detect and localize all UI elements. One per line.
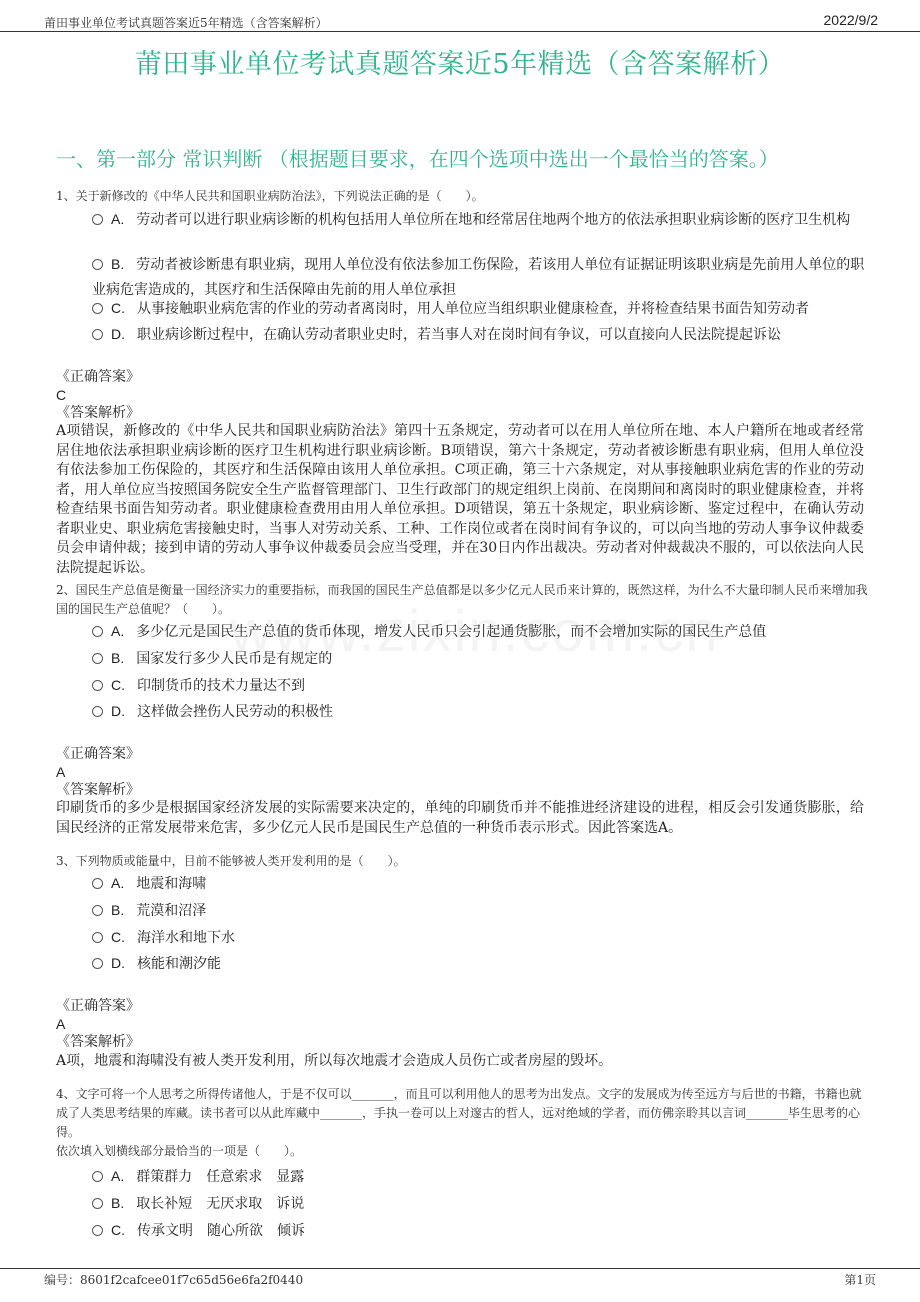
radio-icon[interactable]: [92, 1171, 103, 1182]
question-1-answer: C: [56, 387, 67, 403]
question-3-answer: A: [56, 1016, 66, 1032]
option-letter: D.: [111, 703, 125, 719]
question-3-analysis: A项，地震和海啸没有被人类开发利用，所以每次地震才会造成人员伤亡或者房屋的毁坏。: [56, 1053, 613, 1069]
radio-icon[interactable]: [92, 214, 103, 225]
question-1-option-a[interactable]: [92, 207, 867, 233]
question-2-analysis: 印刷货币的多少是根据国家经济发展的实际需要来决定的，单纯的印刷货币并不能推进经济建设的进程，相反会引发通货膨胀，给国民经济的正常发展带来危害，多少亿元人民币是国民生产总值的一种货币表示形式。因此答案选A。: [56, 800, 864, 836]
radio-icon[interactable]: [92, 653, 103, 664]
radio-icon[interactable]: [92, 1198, 103, 1209]
option-letter: A.: [111, 211, 125, 227]
correct-answer-label: 《正确答案》: [56, 746, 140, 762]
radio-icon[interactable]: [92, 680, 103, 691]
option-text: 劳动者被诊断患有职业病，现用人单位没有依法参加工伤保险，若该用人单位有证据证明该职业病是先前用人单位的职业病危害造成的，其医疗和生活保障由先前的用人单位承担: [92, 257, 865, 298]
option-text: 核能和潮汐能: [137, 956, 221, 972]
option-text: 群策群力 任意索求 显露: [136, 1169, 305, 1185]
question-3-option-b[interactable]: [92, 898, 867, 924]
question-4-option-c[interactable]: [92, 1218, 867, 1244]
radio-icon[interactable]: [92, 303, 103, 314]
option-letter: C.: [111, 300, 125, 316]
option-text: 取长补短 无厌求取 诉说: [136, 1196, 305, 1212]
option-letter: D.: [111, 326, 125, 342]
analysis-label: 《答案解析》: [56, 405, 140, 421]
option-text: 国家发行多少人民币是有规定的: [136, 651, 333, 667]
question-1-option-d[interactable]: [92, 322, 867, 348]
option-letter: A.: [111, 623, 125, 639]
footer-doc-id: 编号：8601f2cafcee01f7c65d56e6fa2f0440: [44, 1273, 304, 1287]
option-letter: B.: [111, 256, 125, 272]
footer-page-number: 第1页: [844, 1273, 876, 1287]
analysis-label: 《答案解析》: [56, 782, 140, 798]
option-letter: B.: [111, 902, 125, 918]
option-text: 海洋水和地下水: [137, 930, 235, 946]
option-letter: C.: [111, 1222, 125, 1238]
radio-icon[interactable]: [92, 329, 103, 340]
question-4-instruction: 依次填入划横线部分最恰当的一项是（ ）。: [56, 1144, 303, 1158]
question-2-option-c[interactable]: [92, 673, 867, 699]
question-4-stem: 4、文字可将一个人思考之所得传诸他人，于是不仅可以_______，而且可以利用他人的思考为出发点。文字的发展成为传至远方与后世的书籍，书籍也就成了人类思考结果的库藏。读书者可以从此库藏中_______，手执一卷可以上对邃古的哲人，远对绝域的学者，而仿佛亲聆其以言词_______毕生思考的心得。: [56, 1087, 862, 1139]
question-2-answer: A: [56, 764, 66, 780]
option-letter: B.: [111, 1195, 125, 1211]
radio-icon[interactable]: [92, 932, 103, 943]
radio-icon[interactable]: [92, 1225, 103, 1236]
question-2-option-b[interactable]: [92, 646, 867, 672]
option-text: 从事接触职业病危害的作业的劳动者离岗时，用人单位应当组织职业健康检查，并将检查结果书面告知劳动者: [137, 301, 809, 317]
radio-icon[interactable]: [92, 878, 103, 889]
radio-icon[interactable]: [92, 905, 103, 916]
header-date: 2022/9/2: [823, 12, 878, 28]
question-3-option-a[interactable]: [92, 871, 867, 897]
analysis-label: 《答案解析》: [56, 1034, 140, 1050]
option-text: 劳动者可以进行职业病诊断的机构包括用人单位所在地和经常居住地两个地方的依法承担职业病诊断的医疗卫生机构: [136, 212, 851, 228]
section-title: 一、第一部分 常识判断 （根据题目要求，在四个选项中选出一个最恰当的答案。）: [56, 147, 779, 171]
question-3-option-d[interactable]: [92, 951, 867, 977]
option-letter: A.: [111, 1168, 125, 1184]
option-letter: D.: [111, 955, 125, 971]
radio-icon[interactable]: [92, 626, 103, 637]
option-text: 地震和海啸: [136, 876, 207, 892]
option-text: 荒漠和沼泽: [136, 903, 207, 919]
footer-divider: [0, 1268, 920, 1269]
option-text: 多少亿元是国民生产总值的货币体现，增发人民币只会引起通货膨胀，而不会增加实际的国民生产总值: [136, 624, 767, 640]
option-text: 传承文明 随心所欲 倾诉: [137, 1223, 305, 1239]
option-letter: B.: [111, 650, 125, 666]
question-3-option-c[interactable]: [92, 925, 867, 951]
radio-icon[interactable]: [92, 706, 103, 717]
question-4-option-b[interactable]: [92, 1191, 867, 1217]
question-2-stem: 2、国民生产总值是衡量一国经济实力的重要指标，而我国的国民生产总值都是以多少亿元人民币来计算的，既然这样，为什么不大量印制人民币来增加我国的国民生产总值呢？（ ）。: [56, 583, 868, 616]
radio-icon[interactable]: [92, 958, 103, 969]
option-letter: C.: [111, 677, 125, 693]
question-3-stem: 3、下列物质或能量中，目前不能够被人类开发利用的是（ ）。: [56, 854, 406, 868]
page-header: [0, 0, 920, 32]
question-1-option-c[interactable]: [92, 296, 867, 322]
option-text: 这样做会挫伤人民劳动的积极性: [137, 704, 333, 720]
document-title: 莆田事业单位考试真题答案近5年精选（含答案解析）: [134, 49, 786, 80]
option-letter: C.: [111, 929, 125, 945]
question-1-stem: 1、关于新修改的《中华人民共和国职业病防治法》，下列说法正确的是（ ）。: [56, 189, 484, 203]
question-1-analysis: A项错误，新修改的《中华人民共和国职业病防治法》第四十五条规定，劳动者可以在用人单位所在地、本人户籍所在地或者经常居住地依法承担职业病诊断的医疗卫生机构进行职业病诊断。B项错误，第六十条规定，劳动者被诊断患有职业病，但用人单位没有依法参加工伤保险的，其医疗和生活保障由该用人单位承担。C项正确，第三十六条规定，对从事接触职业病危害的作业的劳动者，用人单位应当按照国务院安全生产监督管理部门、卫生行政部门的规定组织上岗前、在岗期间和离岗时的职业健康检查，并将检查结果书面告知劳动者。职业健康检查费用由用人单位承担。D项错误，第五十条规定，职业病诊断、鉴定过程中，在确认劳动者职业史、职业病危害接触史时，当事人对劳动关系、工种、工作岗位或者在岗时间有争议的，可以向当地的劳动人事争议仲裁委员会申请仲裁；接到申请的劳动人事争议仲裁委员会应当受理，并在30日内作出裁决。劳动者对仲裁裁决不服的，可以依法向人民法院提起诉讼。: [56, 423, 864, 576]
radio-icon[interactable]: [92, 259, 103, 270]
question-2-option-a[interactable]: [92, 619, 867, 645]
option-text: 职业病诊断过程中，在确认劳动者职业史时，若当事人对在岗时间有争议，可以直接向人民法院提起诉讼: [137, 327, 781, 343]
question-2-option-d[interactable]: [92, 699, 867, 725]
correct-answer-label: 《正确答案》: [56, 998, 140, 1014]
question-4-option-a[interactable]: [92, 1164, 867, 1190]
header-doc-title: 莆田事业单位考试真题答案近5年精选（含答案解析）: [44, 16, 328, 30]
correct-answer-label: 《正确答案》: [56, 369, 140, 385]
option-letter: A.: [111, 875, 125, 891]
option-text: 印制货币的技术力量达不到: [137, 678, 305, 694]
